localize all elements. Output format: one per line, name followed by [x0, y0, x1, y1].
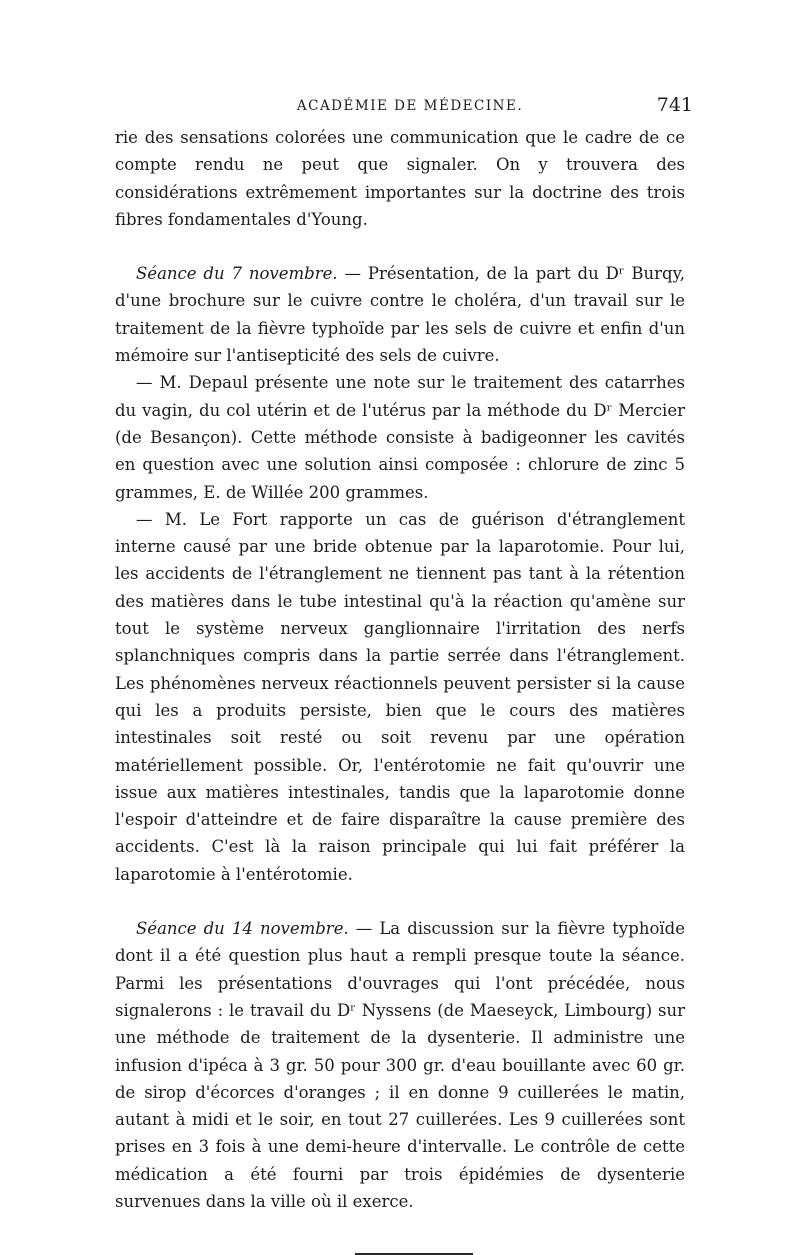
paragraph-seance-14-novembre [115, 915, 685, 1215]
document-page [115, 94, 693, 1255]
running-head [115, 94, 693, 124]
paragraph-text: — Présentation, de la part du Dʳ Burqy, d'une brochure sur le cuivre contre le choléra, d'un travail sur le traitement de la fièvre typhoïde par les sels de cuivre et enfin d'un mémoire sur l'antisepticité des sels de cuivre. [115, 264, 685, 366]
paragraph-continuation [115, 124, 685, 233]
paragraph-le-fort [115, 506, 685, 888]
session-label: Séance du 7 novembre. [136, 264, 338, 284]
paragraph-text: rie des sensations colorées une communication que le cadre de ce compte rendu ne peut que signaler. On y trouvera des considérations extrêmement importantes sur la doctrine des trois fibres fondamentales d'Young. [115, 128, 685, 229]
session-label: Séance du 14 novembre. [136, 919, 349, 939]
paragraph-text: — La discussion sur la fièvre typhoïde dont il a été question plus haut a rempli presque toute la séance. Parmi les présentations d'ouvrages qui l'ont précédée, nous signalerons : le travail du Dʳ Nyssens (de Maeseyck, Limbourg) sur une méthode de traitement de la dysenterie. Il administre une infusion d'ipéca à 3 gr. 50 pour 300 gr. d'eau bouillante avec 60 gr. de sirop d'écorces d'oranges ; il en donne 9 cuillerées le matin, autant à midi et le soir, en tout 27 cuillerées. Les 9 cuillerées sont prises en 3 fois à une demi-heure d'intervalle. Le contrôle de cette médication a été fourni par trois épidémies de dysenterie survenues dans la ville où il exerce. [115, 919, 685, 1211]
page-number: 741 [656, 94, 693, 116]
paragraph-text: — M. Depaul présente une note sur le traitement des catarrhes du vagin, du col utérin et de l'utérus par la méthode du Dʳ Mercier (de Besançon). Cette méthode consiste à badigeonner les cavités en question avec une solution ainsi composée : chlorure de zinc 5 grammes, E. de Willée 200 grammes. [115, 373, 685, 502]
paragraph-seance-7-novembre [115, 260, 685, 369]
paragraph-text: — M. Le Fort rapporte un cas de guérison d'étranglement interne causé par une bride obtenue par la laparotomie. Pour lui, les accidents de l'étranglement ne tiennent pas tant à la rétention des matières dans le tube intestinal qu'à la réaction qu'amène sur tout le système nerveux ganglionnaire l'irritation des nerfs splanchniques compris dans la partie serrée dans l'étranglement. Les phénomènes nerveux réactionnels peuvent persister si la cause qui les a produits persiste, bien que le cours des matières intestinales soit resté ou soit revenu par une opération matériellement possible. Or, l'entérotomie ne fait qu'ouvrir une issue aux matières intestinales, tandis que la laparotomie donne l'espoir d'atteindre et de faire disparaître la cause première des accidents. C'est là la raison principale qui lui fait préférer la laparotomie à l'entérotomie. [115, 509, 685, 884]
running-title: ACADÉMIE DE MÉDECINE. [296, 98, 524, 114]
paragraph-depaul [115, 369, 685, 505]
